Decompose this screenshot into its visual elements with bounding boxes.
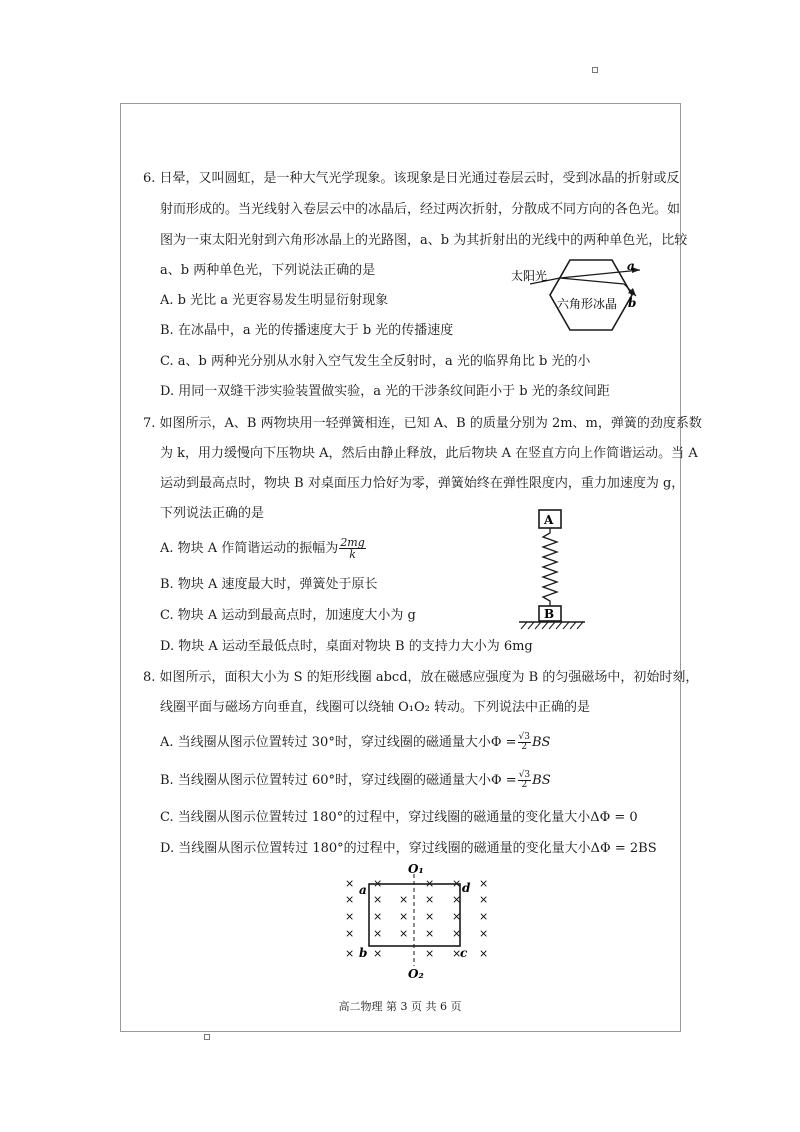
field-cross: × xyxy=(425,893,435,906)
fraction-denominator: 2 xyxy=(521,742,528,752)
block-a-label: A xyxy=(544,513,554,527)
field-cross: × xyxy=(425,927,435,940)
field-cross: × xyxy=(399,893,409,906)
q7-option-a-text: A. 物块 A 作简谐运动的振幅为 xyxy=(160,541,339,556)
field-cross: × xyxy=(452,947,462,960)
refracted-ray-inside xyxy=(560,272,620,278)
axis-o2-label: O₂ xyxy=(408,967,424,980)
corner-mark-top xyxy=(592,67,598,73)
field-cross: × xyxy=(452,893,462,906)
q8-option-a-suffix: BS xyxy=(531,735,551,750)
field-cross: × xyxy=(452,910,462,923)
field-cross: × xyxy=(345,910,355,923)
corner-c-label: c xyxy=(460,946,468,960)
page-footer: 高二物理 第 3 页 共 6 页 xyxy=(338,1000,462,1013)
q7-line-2: 为 k，用力缓慢向下压物块 A，然后由静止释放，此后物块 A 在竖直方向上作简谐运动。当 A xyxy=(160,446,698,461)
q6-line-1: 6. 日晕，又叫圆虹，是一种大气光学现象。该现象是日光通过卷层云时，受到冰晶的折射或反 xyxy=(143,171,680,186)
q7-option-c: C. 物块 A 运动到最高点时，加速度大小为 g xyxy=(160,608,416,623)
hexagon-crystal xyxy=(550,260,632,330)
corner-a-label: a xyxy=(359,883,367,897)
q8-option-b-suffix: BS xyxy=(532,773,551,788)
q8-option-a xyxy=(160,733,550,752)
fraction-numerator: √3 xyxy=(518,732,530,742)
corner-b-label: b xyxy=(359,946,368,960)
field-cross: × xyxy=(345,893,355,906)
field-cross: × xyxy=(345,927,355,940)
field-cross: × xyxy=(373,893,383,906)
corner-d-label: d xyxy=(462,881,471,895)
sun-label: 太阳光 xyxy=(511,269,548,283)
table-hatching xyxy=(521,622,583,629)
field-cross: × xyxy=(345,877,355,890)
q6-line-2: 射而形成的。当光线射入卷层云中的冰晶后，经过两次折射，分散成不同方向的各色光。如 xyxy=(160,202,681,217)
field-cross: × xyxy=(479,947,489,960)
field-cross: × xyxy=(425,947,435,960)
q8-option-c: C. 当线圈从图示位置转过 180°的过程中，穿过线圈的磁通量的变化量大小ΔΦ = 0 xyxy=(160,810,638,825)
field-cross: × xyxy=(479,877,489,890)
fraction-numerator: 2mg xyxy=(340,536,365,549)
q8-option-a-fraction xyxy=(518,733,531,752)
field-cross: × xyxy=(479,910,489,923)
q6-option-c: C. a、b 两种光分别从水射入空气发生全反射时，a 光的临界角比 b 光的小 xyxy=(160,354,591,369)
fraction-denominator: k xyxy=(349,548,356,561)
q8-option-b-fraction xyxy=(518,771,531,790)
q7-line-3: 运动到最高点时，物块 B 对桌面压力恰好为零，弹簧始终在弹性限度内，重力加速度为 g， xyxy=(160,476,685,491)
field-cross: × xyxy=(373,877,383,890)
fraction-denominator: 2 xyxy=(521,780,528,790)
q8-line-1: 8. 如图所示，面积大小为 S 的矩形线圈 abcd，放在磁感应强度为 B 的匀强磁场中，初始时刻， xyxy=(143,670,699,685)
field-cross: × xyxy=(425,877,435,890)
q6-option-b: B. 在冰晶中，a 光的传播速度大于 b 光的传播速度 xyxy=(160,323,454,338)
spring-blocks-figure xyxy=(517,508,587,634)
field-cross: × xyxy=(479,927,489,940)
coil-magnetic-field-figure xyxy=(336,862,506,980)
ray-a-label: a xyxy=(627,259,635,273)
q8-option-b xyxy=(160,771,551,790)
field-cross: × xyxy=(345,947,355,960)
fraction-numerator: √3 xyxy=(518,770,531,780)
q6-line-4: a、b 两种单色光，下列说法正确的是 xyxy=(160,263,376,278)
spring xyxy=(543,528,557,606)
q7-amplitude-fraction xyxy=(339,537,365,560)
crystal-label: 六角形冰晶 xyxy=(557,297,618,311)
refracted-ray-inside-b xyxy=(560,278,624,284)
field-cross: × xyxy=(452,927,462,940)
coil-abcd xyxy=(369,884,460,946)
axis-o1-label: O₁ xyxy=(408,862,424,876)
corner-mark-bottom xyxy=(204,1034,210,1040)
ice-crystal-figure xyxy=(508,258,648,338)
q6-option-d: D. 用同一双缝干涉实验装置做实验，a 光的干涉条纹间距小于 b 光的条纹间距 xyxy=(160,384,610,399)
q7-option-d: D. 物块 A 运动至最低点时，桌面对物块 B 的支持力大小为 6mg xyxy=(160,639,533,654)
q7-line-1: 7. 如图所示，A、B 两物块用一轻弹簧相连，已知 A、B 的质量分别为 2m、m，弹簧的劲度系数 xyxy=(143,416,702,431)
q8-option-b-text: B. 当线圈从图示位置转过 60°时，穿过线圈的磁通量大小Φ = xyxy=(160,773,517,788)
field-cross: × xyxy=(399,910,409,923)
field-cross: × xyxy=(452,877,462,890)
q6-line-3: 图为一束太阳光射到六角形冰晶上的光路图，a、b 为其折射出的光线中的两种单色光，比较 xyxy=(160,233,688,248)
field-cross: × xyxy=(479,893,489,906)
field-cross: × xyxy=(373,927,383,940)
q8-option-a-text: A. 当线圈从图示位置转过 30°时，穿过线圈的磁通量大小Φ = xyxy=(160,735,517,750)
ray-b-label: b xyxy=(628,296,637,310)
q7-option-a xyxy=(160,537,367,560)
field-cross: × xyxy=(373,910,383,923)
q8-line-2: 线圈平面与磁场方向垂直，线圈可以绕轴 O₁O₂ 转动。下列说法中正确的是 xyxy=(160,700,591,715)
q6-option-a: A. b 光比 a 光更容易发生明显衍射现象 xyxy=(160,293,389,308)
field-cross: × xyxy=(399,927,409,940)
block-b-label: B xyxy=(544,607,555,621)
field-cross: × xyxy=(373,947,383,960)
q7-option-b: B. 物块 A 速度最大时，弹簧处于原长 xyxy=(160,577,378,592)
q8-option-d: D. 当线圈从图示位置转过 180°的过程中，穿过线圈的磁通量的变化量大小ΔΦ = 2BS xyxy=(160,841,657,856)
field-cross: × xyxy=(425,910,435,923)
q7-line-4: 下列说法正确的是 xyxy=(160,506,265,521)
